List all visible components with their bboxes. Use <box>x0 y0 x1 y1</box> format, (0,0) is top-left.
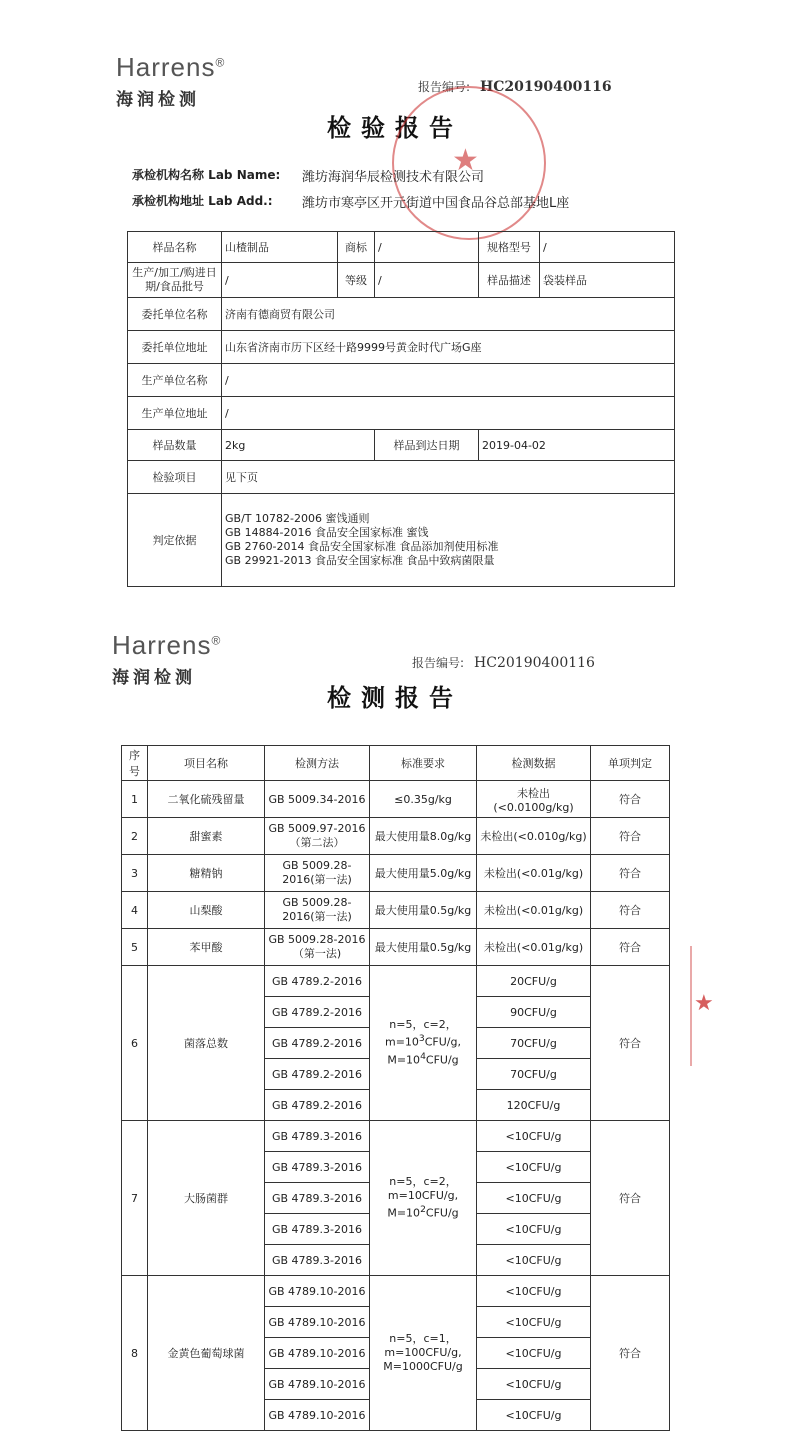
table-row <box>122 781 670 818</box>
basis-item: GB/T 10782-2006 蜜饯通则 <box>225 512 370 525</box>
test-method: GB 4789.3-2016 <box>265 1245 370 1276</box>
desc-value: 袋装样品 <box>540 263 675 298</box>
verdict: 符合 <box>591 855 670 892</box>
report-number-value: HC20190400116 <box>474 655 595 671</box>
verdict: 符合 <box>591 929 670 966</box>
test-data: 未检出(<0.01g/kg) <box>477 929 591 966</box>
requirement-line <box>373 1203 473 1221</box>
req-exponent: 3 <box>418 1033 425 1045</box>
basis-label: 判定依据 <box>128 494 222 587</box>
row-number: 1 <box>122 781 148 818</box>
test-data: 70CFU/g <box>477 1059 591 1090</box>
table-row <box>122 818 670 855</box>
basis-item: GB 14884-2016 食品安全国家标准 蜜饯 <box>225 526 429 539</box>
lab-address-label: 承检机构地址 Lab Add.: <box>132 194 273 208</box>
arrival-date-value: 2019-04-02 <box>479 430 675 461</box>
arrival-date-label: 样品到达日期 <box>375 430 479 461</box>
requirement-line: M=1000CFU/g <box>383 1360 463 1373</box>
requirement <box>370 1121 477 1276</box>
row-number: 4 <box>122 892 148 929</box>
test-method: GB 4789.2-2016 <box>265 997 370 1028</box>
req-exponent: 4 <box>420 1051 426 1062</box>
basis-item: GB 29921-2013 食品安全国家标准 食品中致病菌限量 <box>225 554 495 567</box>
test-data: 90CFU/g <box>477 997 591 1028</box>
test-data: 未检出(<0.010g/kg) <box>477 818 591 855</box>
test-method: GB 5009.97-2016（第二法） <box>265 818 370 855</box>
quantity-label: 样品数量 <box>128 430 222 461</box>
table-row <box>128 232 675 263</box>
item-name: 菌落总数 <box>148 966 265 1121</box>
test-data: <10CFU/g <box>477 1245 591 1276</box>
producer-address-value: / <box>222 397 675 430</box>
client-address-label: 委托单位地址 <box>128 331 222 364</box>
brand-value: / <box>375 232 479 263</box>
req-text: m=10 <box>384 1036 419 1049</box>
table-row <box>122 855 670 892</box>
basis-item: GB 2760-2014 食品安全国家标准 食品添加剂使用标准 <box>225 540 499 553</box>
lab-name-row <box>132 166 692 186</box>
test-data: <10CFU/g <box>477 1276 591 1307</box>
verdict: 符合 <box>591 1276 670 1431</box>
row-number: 3 <box>122 855 148 892</box>
requirement <box>370 1276 477 1431</box>
harrens-logo <box>116 52 225 110</box>
test-method: GB 5009.28-2016(第一法) <box>265 855 370 892</box>
item-name: 二氧化硫残留量 <box>148 781 265 818</box>
requirement: ≤0.35g/kg <box>370 781 477 818</box>
test-data: 未检出(<0.0100g/kg) <box>477 781 591 818</box>
item-name: 苯甲酸 <box>148 929 265 966</box>
sample-info-table <box>127 231 675 587</box>
page-title: 检测报告 <box>327 684 463 712</box>
table-row <box>128 494 675 587</box>
producer-label: 生产单位名称 <box>128 364 222 397</box>
test-data: <10CFU/g <box>477 1214 591 1245</box>
verdict: 符合 <box>591 781 670 818</box>
test-method: GB 4789.2-2016 <box>265 966 370 997</box>
grade-label: 等级 <box>338 263 375 298</box>
test-method: GB 4789.10-2016 <box>265 1276 370 1307</box>
test-method: GB 4789.3-2016 <box>265 1121 370 1152</box>
batch-value: / <box>222 263 338 298</box>
brand-en: Harrens <box>116 52 216 82</box>
edge-seal-stamp-icon: ★ <box>690 946 720 1066</box>
table-row <box>128 364 675 397</box>
table-row <box>128 461 675 494</box>
row-number: 7 <box>122 1121 148 1276</box>
test-method: GB 4789.3-2016 <box>265 1152 370 1183</box>
spec-value: / <box>540 232 675 263</box>
test-method: GB 5009.34-2016 <box>265 781 370 818</box>
test-method: GB 4789.10-2016 <box>265 1400 370 1431</box>
test-method: GB 4789.2-2016 <box>265 1028 370 1059</box>
table-row <box>128 263 675 298</box>
page-title: 检验报告 <box>327 114 463 142</box>
report-number-label: 报告编号: <box>412 656 465 670</box>
table-row <box>128 331 675 364</box>
brand-reg: ® <box>215 55 226 70</box>
requirement-line: m=10CFU/g, <box>387 1189 459 1203</box>
client-value: 济南有德商贸有限公司 <box>222 298 675 331</box>
table-row <box>128 430 675 461</box>
basis-list <box>222 494 675 587</box>
requirement-line: n=5，c=2， <box>389 1018 457 1032</box>
verdict: 符合 <box>591 966 670 1121</box>
grade-value: / <box>375 263 479 298</box>
req-text: M=10 <box>387 1206 421 1220</box>
req-text: M=10 <box>387 1053 421 1067</box>
sample-name-label: 样品名称 <box>128 232 222 263</box>
spec-label: 规格型号 <box>479 232 540 263</box>
requirement: 最大使用量0.5g/kg <box>370 929 477 966</box>
test-items-label: 检验项目 <box>128 461 222 494</box>
col-header: 检测方法 <box>265 746 370 781</box>
test-data: <10CFU/g <box>477 1400 591 1431</box>
lab-address-value: 潍坊市寒亭区开元街道中国食品谷总部基地L座 <box>302 196 570 211</box>
row-number: 8 <box>122 1276 148 1431</box>
requirement: 最大使用量5.0g/kg <box>370 855 477 892</box>
verdict: 符合 <box>591 818 670 855</box>
lab-address-row <box>132 192 692 212</box>
verdict: 符合 <box>591 1121 670 1276</box>
item-name: 大肠菌群 <box>148 1121 265 1276</box>
test-data: 未检出(<0.01g/kg) <box>477 855 591 892</box>
table-row <box>122 966 670 997</box>
row-number: 6 <box>122 966 148 1121</box>
test-data: 20CFU/g <box>477 966 591 997</box>
table-row <box>122 892 670 929</box>
report-number-value: HC20190400116 <box>480 79 612 95</box>
client-address-value: 山东省济南市历下区经十路9999号黄金时代广场G座 <box>222 331 675 364</box>
test-method: GB 4789.10-2016 <box>265 1369 370 1400</box>
test-method: GB 4789.2-2016 <box>265 1059 370 1090</box>
sample-name-value: 山楂制品 <box>222 232 338 263</box>
brand-cn: 海润检测 <box>116 90 200 110</box>
test-method: GB 5009.28-2016（第一法) <box>265 929 370 966</box>
producer-address-label: 生产单位地址 <box>128 397 222 430</box>
test-method: GB 4789.3-2016 <box>265 1214 370 1245</box>
table-row <box>122 929 670 966</box>
item-name: 甜蜜素 <box>148 818 265 855</box>
test-method: GB 4789.2-2016 <box>265 1090 370 1121</box>
brand-en: Harrens <box>112 630 212 660</box>
test-method: GB 5009.28-2016(第一法) <box>265 892 370 929</box>
verdict: 符合 <box>591 892 670 929</box>
requirement: 最大使用量8.0g/kg <box>370 818 477 855</box>
requirement <box>370 966 477 1121</box>
test-method: GB 4789.10-2016 <box>265 1307 370 1338</box>
table-row <box>122 1276 670 1307</box>
lab-name-label: 承检机构名称 Lab Name: <box>132 168 281 182</box>
test-data: 70CFU/g <box>477 1028 591 1059</box>
test-data: <10CFU/g <box>477 1338 591 1369</box>
col-header: 序号 <box>122 746 148 781</box>
req-exponent: 2 <box>420 1204 426 1216</box>
test-data: <10CFU/g <box>477 1121 591 1152</box>
table-row <box>128 397 675 430</box>
client-label: 委托单位名称 <box>128 298 222 331</box>
test-data: <10CFU/g <box>477 1183 591 1214</box>
test-data: <10CFU/g <box>477 1307 591 1338</box>
item-name: 山梨酸 <box>148 892 265 929</box>
seal-stamp-icon: ★ <box>392 86 546 240</box>
table-row <box>128 298 675 331</box>
brand-reg: ® <box>211 633 222 648</box>
test-data: <10CFU/g <box>477 1369 591 1400</box>
test-data: <10CFU/g <box>477 1152 591 1183</box>
test-data: 120CFU/g <box>477 1090 591 1121</box>
table-header-row <box>122 746 670 781</box>
col-header: 项目名称 <box>148 746 265 781</box>
col-header: 单项判定 <box>591 746 670 781</box>
requirement: 最大使用量0.5g/kg <box>370 892 477 929</box>
test-results-table <box>121 745 670 1431</box>
item-name: 金黄色葡萄球菌 <box>148 1276 265 1431</box>
requirement-line: n=5，c=2， <box>389 1175 457 1189</box>
requirement-line: m=100CFU/g, <box>384 1346 462 1359</box>
row-number: 2 <box>122 818 148 855</box>
report-number <box>412 654 595 671</box>
report-number-label: 报告编号: <box>418 80 471 94</box>
requirement-line: n=5，c=1， <box>389 1332 457 1345</box>
req-text: CFU/g <box>425 1053 459 1067</box>
brand-label: 商标 <box>338 232 375 263</box>
col-header: 标准要求 <box>370 746 477 781</box>
batch-label: 生产/加工/购进日期/食品批号 <box>128 263 222 298</box>
producer-value: / <box>222 364 675 397</box>
requirement-line <box>373 1050 473 1068</box>
req-text: CFU/g, <box>424 1036 461 1049</box>
req-text: CFU/g <box>425 1206 459 1220</box>
col-header: 检测数据 <box>477 746 591 781</box>
test-items-value: 见下页 <box>222 461 675 494</box>
table-row <box>122 1121 670 1152</box>
lab-name-value: 潍坊海润华辰检测技术有限公司 <box>302 170 485 185</box>
test-data: 未检出(<0.01g/kg) <box>477 892 591 929</box>
test-method: GB 4789.3-2016 <box>265 1183 370 1214</box>
item-name: 糖精钠 <box>148 855 265 892</box>
quantity-value: 2kg <box>222 430 375 461</box>
test-method: GB 4789.10-2016 <box>265 1338 370 1369</box>
brand-cn: 海润检测 <box>112 668 196 688</box>
report-page-1 <box>0 0 790 600</box>
desc-label: 样品描述 <box>479 263 540 298</box>
requirement-line <box>373 1032 473 1050</box>
row-number: 5 <box>122 929 148 966</box>
